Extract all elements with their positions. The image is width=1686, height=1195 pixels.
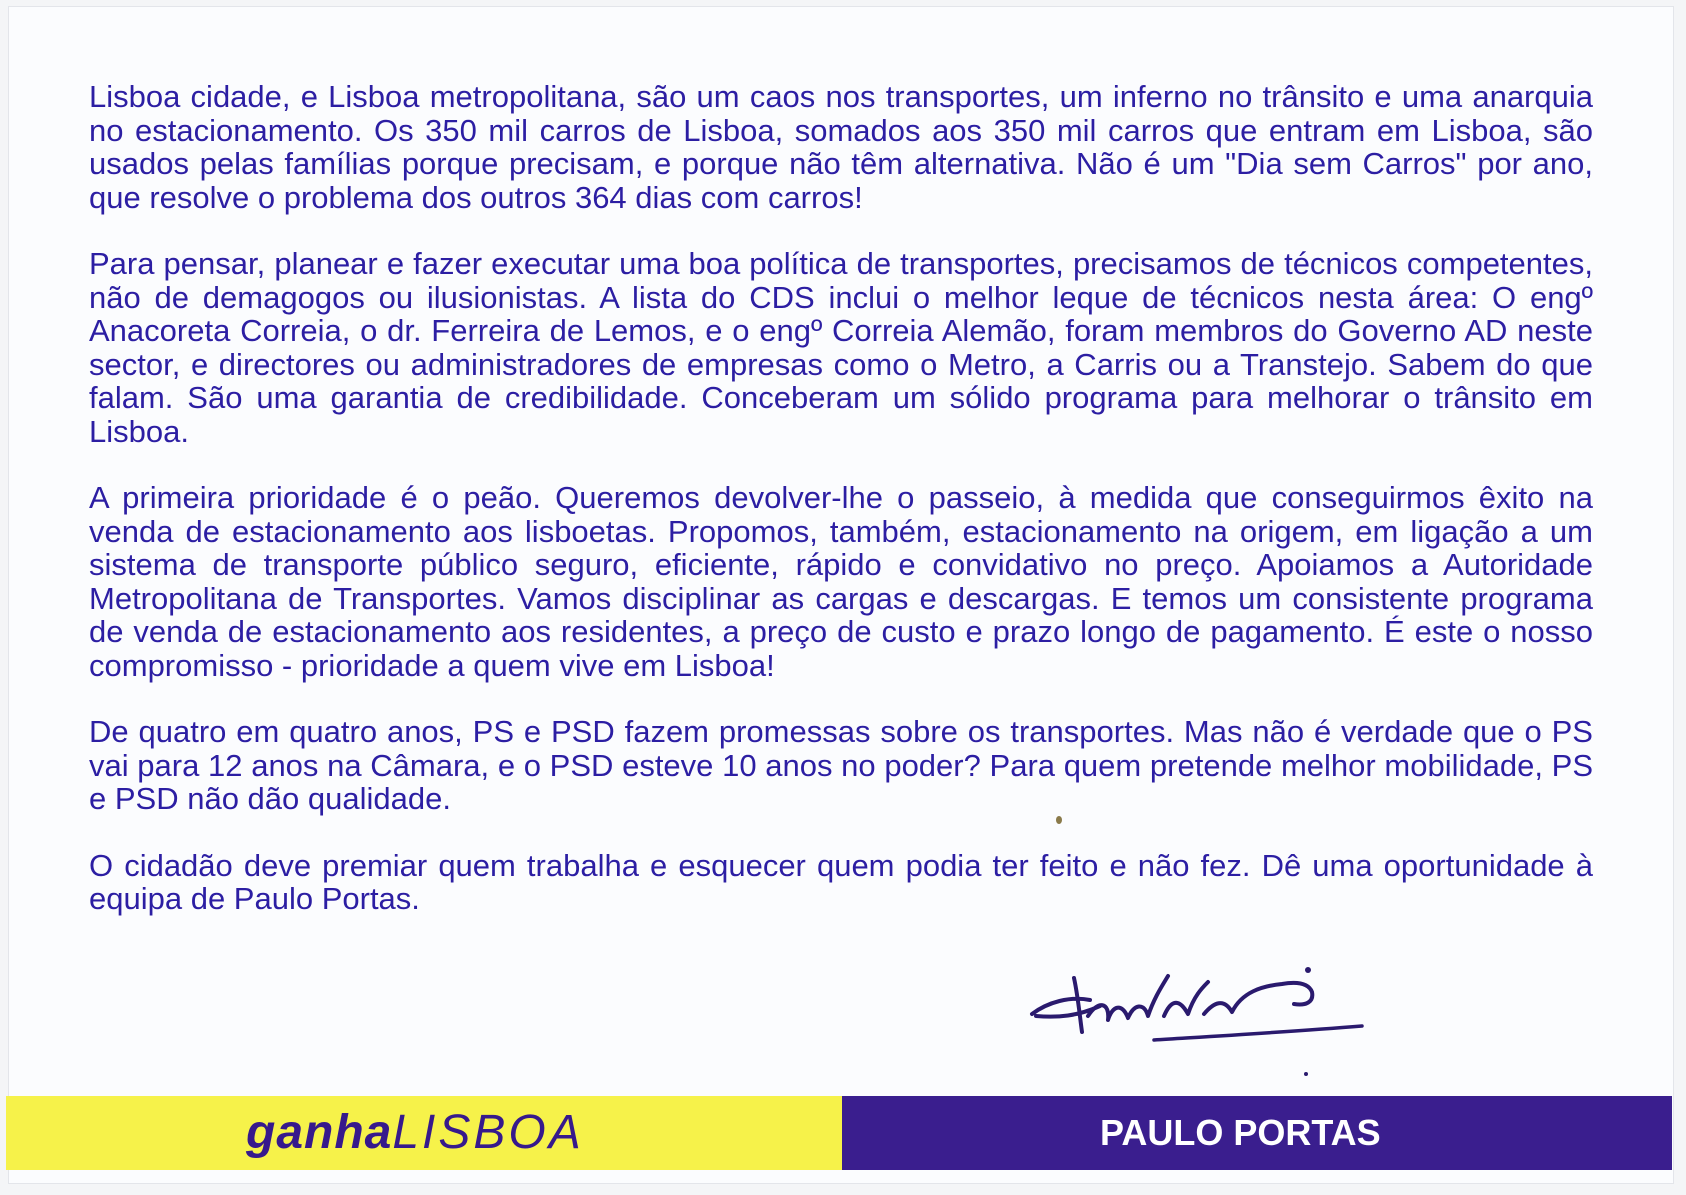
candidate-name: PAULO PORTAS — [1100, 1112, 1381, 1153]
paragraph-transport-chaos: Lisboa cidade, e Lisboa metropolitana, são um caos nos transportes, um inferno no trânsito e uma anarquia no estacionamento. Os 350 mil carros de Lisboa, somados aos 350 mil carros que entram em Lisboa, são usados pelas famílias porque precisam, e porque não têm alternativa. Não é um "Dia sem Carros" por ano, que resolve o problema dos outros 364 dias com carros! — [89, 79, 1593, 215]
paragraph-pedestrian-priority: A primeira prioridade é o peão. Queremos devolver-lhe o passeio, à medida que conseguirmos êxito na venda de estacionamento aos lisboetas. Propomos, também, estacionamento na origem, em ligação a um sistema de transporte público seguro, eficiente, rápido e convidativo no preço. Apoiamos a Autoridade Metropolitana de Transportes. Vamos disciplinar as cargas e descargas. E temos um consistente programa de venda de estacionamento aos residentes, a preço de custo e prazo longo de pagamento. É este o nosso compromisso - prioridade a quem vive em Lisboa! — [89, 480, 1593, 683]
letter-body — [89, 80, 1593, 949]
brand-logo-light: LISBOA — [392, 1106, 584, 1159]
footer-brand-bar — [6, 1096, 842, 1170]
paragraph-ps-psd-criticism: De quatro em quatro anos, PS e PSD fazem promessas sobre os transportes. Mas não é verdade que o PS vai para 12 anos na Câmara, e o PSD esteve 10 anos no poder? Para quem pretende melhor mobilidade, PS e PSD não dão qualidade. — [89, 714, 1593, 816]
paper-speck — [1056, 816, 1062, 824]
paragraph-closing-appeal: O cidadão deve premiar quem trabalha e esquecer quem podia ter feito e não fez. Dê uma oportunidade à equipa de Paulo Portas. — [89, 847, 1593, 916]
footer-name-bar — [842, 1096, 1672, 1170]
brand-logo — [246, 1105, 584, 1161]
brand-logo-bold: ganha — [246, 1106, 393, 1159]
handwritten-signature-icon — [1018, 956, 1418, 1066]
campaign-postcard — [8, 6, 1674, 1184]
paragraph-technical-team: Para pensar, planear e fazer executar uma boa política de transportes, precisamos de técnicos competentes, não de demagogos ou ilusionistas. A lista do CDS inclui o melhor leque de técnicos nesta área: O engº Anacoreta Correia, o dr. Ferreira de Lemos, e o engº Correia Alemão, foram membros do Governo AD neste sector, e directores ou administradores de empresas como o Metro, a Carris ou a Transtejo. Sabem do que falam. São uma garantia de credibilidade. Conceberam um sólido programa para melhorar o trânsito em Lisboa. — [89, 246, 1593, 449]
paper-speck — [1304, 1072, 1308, 1076]
